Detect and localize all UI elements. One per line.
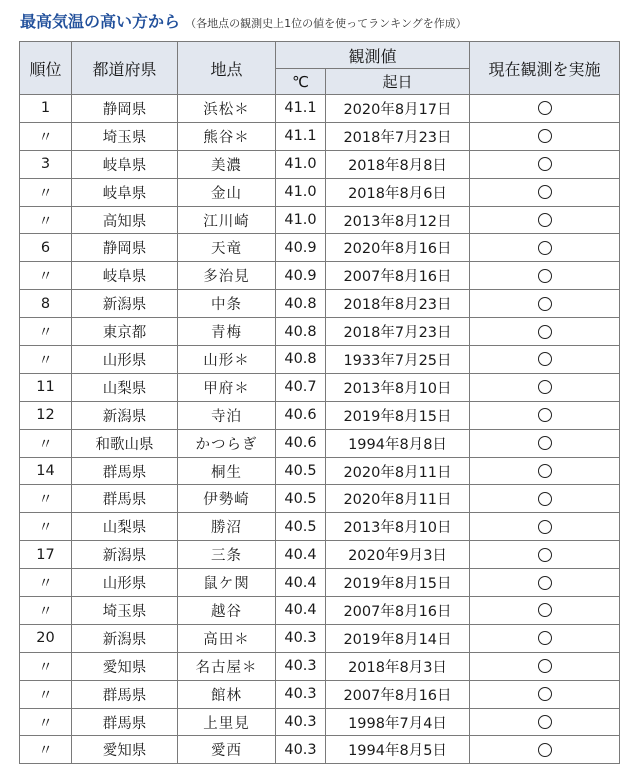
temperature-cell: 40.5 xyxy=(276,457,326,485)
table-row xyxy=(20,708,620,736)
site-cell: 江川崎 xyxy=(178,206,276,234)
temperature-cell: 40.6 xyxy=(276,429,326,457)
current-observation-cell xyxy=(470,513,620,541)
temperature-cell: 40.5 xyxy=(276,513,326,541)
current-observation-cell xyxy=(470,122,620,150)
observation-mark-icon xyxy=(538,185,552,199)
site-cell: 鼠ケ関 xyxy=(178,569,276,597)
current-observation-cell xyxy=(470,708,620,736)
date-cell: 2013年8月10日 xyxy=(326,373,470,401)
current-observation-cell xyxy=(470,597,620,625)
rank-cell: 〃 xyxy=(20,429,72,457)
temperature-cell: 40.3 xyxy=(276,624,326,652)
date-cell: 2019年8月14日 xyxy=(326,624,470,652)
site-cell: 上里見 xyxy=(178,708,276,736)
current-observation-cell xyxy=(470,429,620,457)
rank-cell: 〃 xyxy=(20,736,72,764)
rank-cell: 〃 xyxy=(20,569,72,597)
observation-mark-icon xyxy=(538,325,552,339)
current-observation-cell xyxy=(470,373,620,401)
table-row xyxy=(20,624,620,652)
prefecture-cell: 高知県 xyxy=(72,206,178,234)
observation-mark-icon xyxy=(538,213,552,227)
prefecture-cell: 群馬県 xyxy=(72,708,178,736)
current-observation-cell xyxy=(470,234,620,262)
rank-cell: 20 xyxy=(20,624,72,652)
site-cell: 寺泊 xyxy=(178,401,276,429)
table-row xyxy=(20,680,620,708)
table-row xyxy=(20,401,620,429)
table-row xyxy=(20,234,620,262)
site-cell: 青梅 xyxy=(178,318,276,346)
table-row xyxy=(20,206,620,234)
rank-cell: 8 xyxy=(20,290,72,318)
temperature-cell: 40.4 xyxy=(276,569,326,597)
observation-mark-icon xyxy=(538,380,552,394)
prefecture-cell: 新潟県 xyxy=(72,541,178,569)
site-cell: 桐生 xyxy=(178,457,276,485)
temperature-cell: 41.0 xyxy=(276,178,326,206)
prefecture-cell: 静岡県 xyxy=(72,95,178,123)
temperature-cell: 41.1 xyxy=(276,122,326,150)
header-site: 地点 xyxy=(178,42,276,95)
site-cell: 美濃 xyxy=(178,150,276,178)
prefecture-cell: 和歌山県 xyxy=(72,429,178,457)
rank-cell: 1 xyxy=(20,95,72,123)
table-row xyxy=(20,122,620,150)
rank-cell: 〃 xyxy=(20,262,72,290)
table-row xyxy=(20,652,620,680)
site-cell: 天竜 xyxy=(178,234,276,262)
temperature-cell: 40.3 xyxy=(276,652,326,680)
temperature-cell: 40.8 xyxy=(276,290,326,318)
date-cell: 2020年9月3日 xyxy=(326,541,470,569)
date-cell: 1994年8月8日 xyxy=(326,429,470,457)
site-cell: 山形＊ xyxy=(178,346,276,374)
header-prefecture: 都道府県 xyxy=(72,42,178,95)
date-cell: 2018年7月23日 xyxy=(326,122,470,150)
rank-cell: 11 xyxy=(20,373,72,401)
rank-cell: 〃 xyxy=(20,122,72,150)
header-rank: 順位 xyxy=(20,42,72,95)
date-cell: 2020年8月11日 xyxy=(326,485,470,513)
table-row xyxy=(20,541,620,569)
observation-mark-icon xyxy=(538,492,552,506)
prefecture-cell: 山梨県 xyxy=(72,513,178,541)
rank-cell: 〃 xyxy=(20,652,72,680)
temperature-cell: 40.6 xyxy=(276,401,326,429)
table-row xyxy=(20,569,620,597)
site-cell: 多治見 xyxy=(178,262,276,290)
table-row xyxy=(20,95,620,123)
rank-cell: 〃 xyxy=(20,513,72,541)
observation-mark-icon xyxy=(538,101,552,115)
prefecture-cell: 愛知県 xyxy=(72,652,178,680)
site-cell: 中条 xyxy=(178,290,276,318)
date-cell: 2018年7月23日 xyxy=(326,318,470,346)
current-observation-cell xyxy=(470,318,620,346)
observation-mark-icon xyxy=(538,576,552,590)
prefecture-cell: 山梨県 xyxy=(72,373,178,401)
temperature-cell: 40.3 xyxy=(276,708,326,736)
table-header xyxy=(20,42,620,95)
date-cell: 2007年8月16日 xyxy=(326,597,470,625)
rank-cell: 〃 xyxy=(20,680,72,708)
observation-mark-icon xyxy=(538,520,552,534)
current-observation-cell xyxy=(470,262,620,290)
date-cell: 2020年8月17日 xyxy=(326,95,470,123)
current-observation-cell xyxy=(470,541,620,569)
observation-mark-icon xyxy=(538,659,552,673)
rank-cell: 6 xyxy=(20,234,72,262)
current-observation-cell xyxy=(470,346,620,374)
page-title-note: （各地点の観測史上1位の値を使ってランキングを作成） xyxy=(185,17,467,30)
current-observation-cell xyxy=(470,624,620,652)
rank-cell: 3 xyxy=(20,150,72,178)
temperature-cell: 40.4 xyxy=(276,541,326,569)
observation-mark-icon xyxy=(538,715,552,729)
page-title: 最高気温の高い方から xyxy=(20,12,181,31)
rank-cell: 〃 xyxy=(20,708,72,736)
date-cell: 1933年7月25日 xyxy=(326,346,470,374)
site-cell: 越谷 xyxy=(178,597,276,625)
current-observation-cell xyxy=(470,736,620,764)
current-observation-cell xyxy=(470,569,620,597)
header-temp-unit: ℃ xyxy=(276,69,326,95)
table-row xyxy=(20,373,620,401)
temperature-cell: 40.7 xyxy=(276,373,326,401)
prefecture-cell: 埼玉県 xyxy=(72,122,178,150)
observation-mark-icon xyxy=(538,352,552,366)
table-row xyxy=(20,597,620,625)
current-observation-cell xyxy=(470,150,620,178)
rank-cell: 〃 xyxy=(20,485,72,513)
prefecture-cell: 新潟県 xyxy=(72,290,178,318)
current-observation-cell xyxy=(470,95,620,123)
temperature-cell: 41.0 xyxy=(276,150,326,178)
current-observation-cell xyxy=(470,457,620,485)
site-cell: 勝沼 xyxy=(178,513,276,541)
observation-mark-icon xyxy=(538,297,552,311)
observation-mark-icon xyxy=(538,436,552,450)
temperature-cell: 40.3 xyxy=(276,736,326,764)
current-observation-cell xyxy=(470,178,620,206)
date-cell: 2019年8月15日 xyxy=(326,569,470,597)
prefecture-cell: 新潟県 xyxy=(72,401,178,429)
header-observed: 観測値 xyxy=(276,42,470,69)
observation-mark-icon xyxy=(538,408,552,422)
current-observation-cell xyxy=(470,290,620,318)
date-cell: 2018年8月8日 xyxy=(326,150,470,178)
observation-mark-icon xyxy=(538,464,552,478)
date-cell: 2018年8月3日 xyxy=(326,652,470,680)
site-cell: 名古屋＊ xyxy=(178,652,276,680)
table-body xyxy=(20,95,620,764)
date-cell: 2020年8月11日 xyxy=(326,457,470,485)
observation-mark-icon xyxy=(538,269,552,283)
temperature-cell: 40.8 xyxy=(276,346,326,374)
rank-cell: 〃 xyxy=(20,597,72,625)
table-row xyxy=(20,513,620,541)
table-row xyxy=(20,429,620,457)
current-observation-cell xyxy=(470,206,620,234)
rank-cell: 14 xyxy=(20,457,72,485)
page-heading xyxy=(20,12,467,34)
prefecture-cell: 群馬県 xyxy=(72,680,178,708)
prefecture-cell: 山形県 xyxy=(72,569,178,597)
table-row xyxy=(20,346,620,374)
table-row xyxy=(20,736,620,764)
prefecture-cell: 群馬県 xyxy=(72,457,178,485)
rank-cell: 17 xyxy=(20,541,72,569)
temperature-cell: 41.1 xyxy=(276,95,326,123)
prefecture-cell: 愛知県 xyxy=(72,736,178,764)
table-row xyxy=(20,262,620,290)
rank-cell: 〃 xyxy=(20,346,72,374)
temperature-cell: 40.4 xyxy=(276,597,326,625)
current-observation-cell xyxy=(470,401,620,429)
observation-mark-icon xyxy=(538,743,552,757)
prefecture-cell: 岐阜県 xyxy=(72,150,178,178)
prefecture-cell: 静岡県 xyxy=(72,234,178,262)
current-observation-cell xyxy=(470,680,620,708)
temperature-ranking-table xyxy=(19,41,620,764)
observation-mark-icon xyxy=(538,129,552,143)
observation-mark-icon xyxy=(538,548,552,562)
table-row xyxy=(20,178,620,206)
date-cell: 2018年8月23日 xyxy=(326,290,470,318)
prefecture-cell: 山形県 xyxy=(72,346,178,374)
current-observation-cell xyxy=(470,485,620,513)
date-cell: 2013年8月10日 xyxy=(326,513,470,541)
site-cell: かつらぎ xyxy=(178,429,276,457)
site-cell: 浜松＊ xyxy=(178,95,276,123)
date-cell: 2018年8月6日 xyxy=(326,178,470,206)
site-cell: 愛西 xyxy=(178,736,276,764)
prefecture-cell: 東京都 xyxy=(72,318,178,346)
header-date: 起日 xyxy=(326,69,470,95)
temperature-cell: 40.9 xyxy=(276,234,326,262)
site-cell: 甲府＊ xyxy=(178,373,276,401)
prefecture-cell: 岐阜県 xyxy=(72,178,178,206)
observation-mark-icon xyxy=(538,687,552,701)
observation-mark-icon xyxy=(538,631,552,645)
table-row xyxy=(20,150,620,178)
rank-cell: 〃 xyxy=(20,178,72,206)
temperature-cell: 40.9 xyxy=(276,262,326,290)
site-cell: 三条 xyxy=(178,541,276,569)
site-cell: 金山 xyxy=(178,178,276,206)
table-row xyxy=(20,457,620,485)
rank-cell: 〃 xyxy=(20,206,72,234)
site-cell: 館林 xyxy=(178,680,276,708)
temperature-cell: 40.5 xyxy=(276,485,326,513)
table-row xyxy=(20,290,620,318)
site-cell: 伊勢崎 xyxy=(178,485,276,513)
date-cell: 2007年8月16日 xyxy=(326,262,470,290)
table-row xyxy=(20,485,620,513)
site-cell: 高田＊ xyxy=(178,624,276,652)
temperature-cell: 40.3 xyxy=(276,680,326,708)
date-cell: 2013年8月12日 xyxy=(326,206,470,234)
header-current: 現在観測を実施 xyxy=(470,42,620,95)
rank-cell: 12 xyxy=(20,401,72,429)
prefecture-cell: 新潟県 xyxy=(72,624,178,652)
observation-mark-icon xyxy=(538,157,552,171)
temperature-cell: 41.0 xyxy=(276,206,326,234)
date-cell: 2020年8月16日 xyxy=(326,234,470,262)
observation-mark-icon xyxy=(538,241,552,255)
prefecture-cell: 埼玉県 xyxy=(72,597,178,625)
date-cell: 2019年8月15日 xyxy=(326,401,470,429)
current-observation-cell xyxy=(470,652,620,680)
temperature-cell: 40.8 xyxy=(276,318,326,346)
prefecture-cell: 群馬県 xyxy=(72,485,178,513)
date-cell: 1998年7月4日 xyxy=(326,708,470,736)
site-cell: 熊谷＊ xyxy=(178,122,276,150)
prefecture-cell: 岐阜県 xyxy=(72,262,178,290)
rank-cell: 〃 xyxy=(20,318,72,346)
table-row xyxy=(20,318,620,346)
observation-mark-icon xyxy=(538,603,552,617)
date-cell: 2007年8月16日 xyxy=(326,680,470,708)
date-cell: 1994年8月5日 xyxy=(326,736,470,764)
